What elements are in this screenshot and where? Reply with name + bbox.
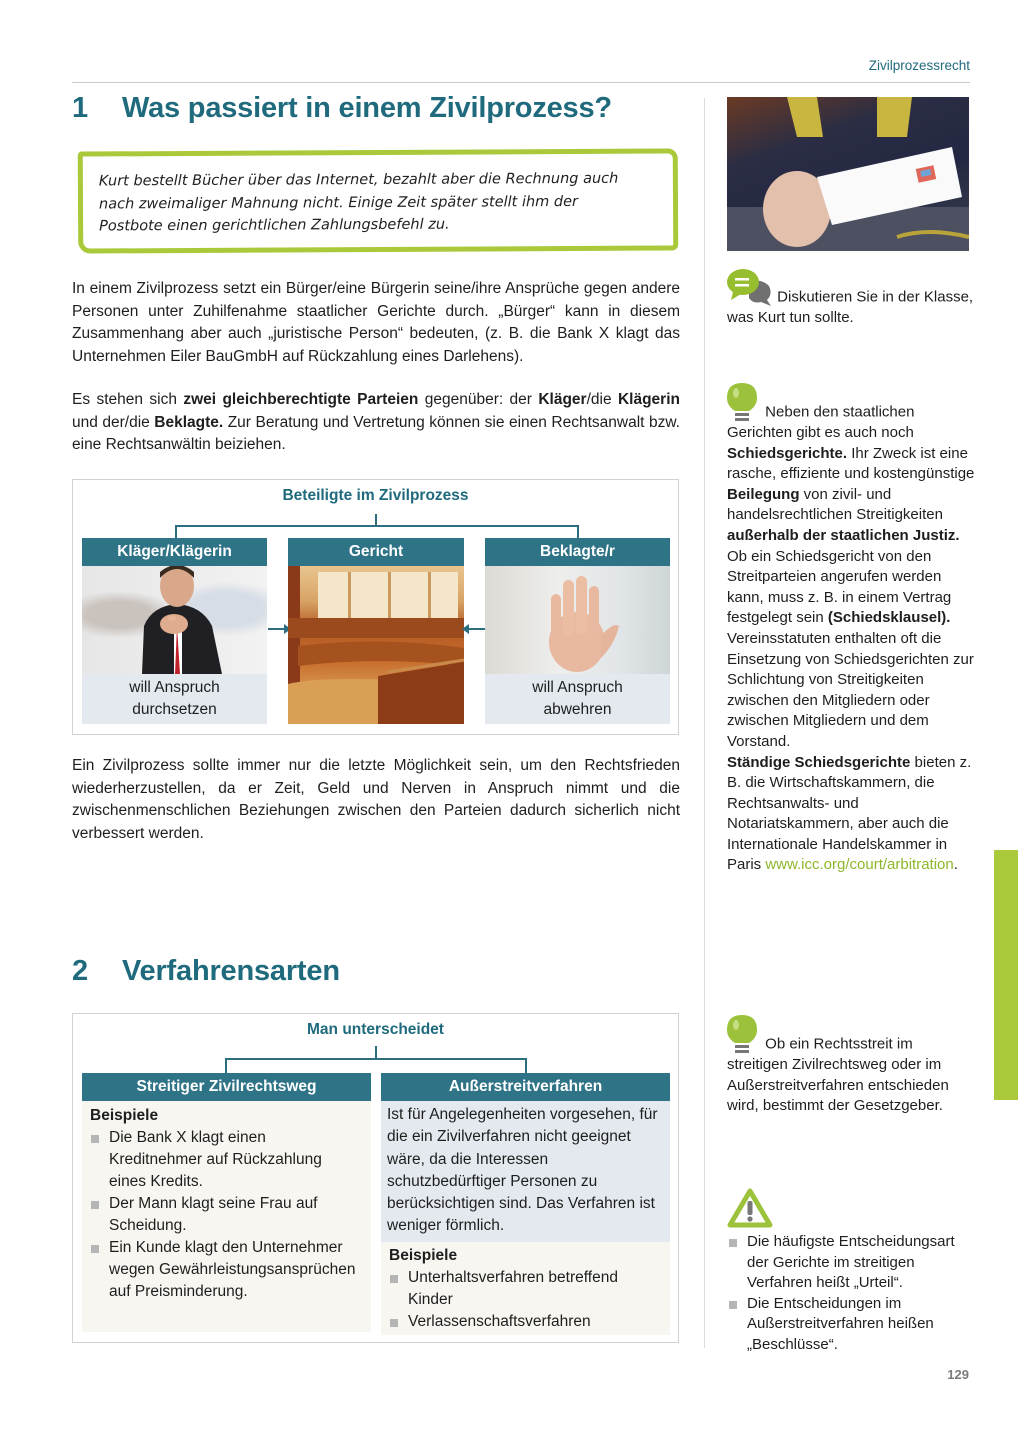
text-run: bieten z. B. die Wirtschaftskammern, die Rechtsanwalts- und Notariatskammern, aber auch die Internationale Handelskammer in Paris [727,753,972,874]
legislator-note [727,1015,977,1117]
examples-heading: Beispiele [389,1246,458,1264]
participants-diagram [72,479,679,735]
party-court [288,538,464,724]
diagram-title: Beteiligte im Zivilprozess [282,487,469,504]
lightbulb-icon [727,1015,761,1055]
intro-paragraph: In einem Zivilprozess setzt ein Bürger/eine Bürgerin seine/ihre Ansprüche gegen andere Personen unter Zuhilfenahme staatlicher Gerichte durch. „Bürger“ kann in diesem Zusammenhang aber auch „juristische Person“ bedeuten, (z. B. die Bank X klagt das Unternehmen Eiler BauGmbH auf Rückzahlung eines Darlehens). [72,280,680,365]
bold-term: außerhalb der staatlichen Justiz. [727,526,960,544]
procedure-contentious [82,1073,371,1335]
bold-term: Ständige Schiedsgerichte [727,753,911,771]
section-title: Verfahrensarten [122,955,340,987]
section-number: 1 [72,92,88,124]
text-run: Ihr Zweck ist eine rasche, effiziente und kostengünstige [727,444,975,483]
list-item: Ein Kunde klagt den Unternehmer wegen Gewährleistungsansprüchen auf Preisminderung. [90,1237,363,1303]
section-number: 2 [72,955,88,987]
warning-triangle-icon [727,1188,773,1228]
connector-line [577,525,579,538]
text-run: Zur Beratung und Vertretung können sie einen Rechtsanwalt bzw. eine Rechtsanwältin beiziehen. [72,413,680,453]
speech-bubbles-icon [727,268,773,308]
examples-list [90,1127,363,1303]
list-item: Die Bank X klagt einen Kreditnehmer auf Rückzahlung eines Kredits. [90,1127,363,1193]
section-2-heading [72,955,340,988]
bold-term: Beilegung [727,485,800,503]
stop-hand-photo [485,566,670,674]
man-pointing-illustration [82,566,267,674]
party-plaintiff [82,538,267,724]
postman-illustration [727,97,969,251]
case-study-text: Kurt bestellt Bücher über das Internet, bezahlt aber die Rechnung auch nach zweimaliger Mahnung nicht. Einige Zeit später stellt ihm der Postbote einen gerichtlichen Zahlungsbefehl zu. [98,170,619,235]
procedure-non-contentious [381,1073,670,1335]
arrow-right-icon [268,628,288,630]
section-1-heading [72,92,612,125]
party-label: Kläger/Klägerin [82,538,267,566]
arrow-left-icon [465,628,485,630]
caption-line: will Anspruch [129,679,220,696]
list-item: Unterhaltsverfahren betreffend Kinder [389,1267,662,1311]
text-run: gegenüber: der [418,391,539,408]
caption-line: will Anspruch [532,679,623,696]
procedure-label: Streitiger Zivilrechtsweg [82,1073,371,1101]
bold-term: Klägerin [617,391,680,408]
text-run: . [953,856,958,874]
last-resort-paragraph: Ein Zivilprozess sollte immer nur die letzte Möglichkeit sein, um den Rechtsfrieden wiederherzustellen, da er Zeit, Geld und Nerven in Anspruch nimmt und die zwischenmenschlichen Beziehungen zwischen den Parteien dadurch sicherlich nicht verbessert werden. [72,757,680,842]
legislator-text: Ob ein Rechtsstreit im streitigen Zivilrechtsweg oder im Außerstreitverfahren entschieden wird, bestimmt der Gesetzgeber. [727,1035,949,1115]
procedure-description: Ist für Angelegenheiten vorgesehen, für die ein Zivilverfahren nicht geeignet wäre, da die Interessen schutzbedürftiger Personen zu berücksichtigen sind. Das Verfahren ist weniger förmlich. [381,1101,670,1242]
text-run: /die [586,391,618,408]
connector-line [175,525,177,538]
bold-term: zwei gleichberechtigte Parteien [183,391,419,408]
running-title: Zivilprozessrecht [868,58,970,73]
connector-line [225,1058,527,1060]
postman-envelope-photo [727,97,969,251]
courtroom-photo [288,566,464,724]
text-run: Vereinsstatuten enthalten oft die Einsetzung von Schiedsgerichten zur Schlichtung von Streitigkeiten zwischen den Mitgliedern oder zwischen Mitgliedern und dem Vorstand. [727,629,974,750]
party-defendant [485,538,670,724]
lightbulb-icon [727,383,761,423]
connector-line [175,525,577,527]
case-study-box [78,148,679,253]
examples-heading: Beispiele [90,1107,159,1124]
icc-arbitration-link[interactable]: www.icc.org/court/arbitration [765,856,954,874]
warning-list [727,1232,977,1356]
warning-note [727,1188,977,1356]
bold-term: Schiedsgerichte. [727,444,848,462]
arbitration-note [727,383,977,876]
bold-term: (Schiedsklausel). [827,609,951,627]
man-pointing-photo [82,566,267,674]
procedure-label: Außerstreitverfahren [381,1073,670,1101]
parties-paragraph [72,389,680,457]
text-run: von zivil- und handelsrechtlichen Streitigkeiten [727,485,943,524]
discussion-text: Diskutieren Sie in der Klasse, was Kurt tun sollte. [727,288,974,326]
text-run: und der/die [72,413,155,431]
stop-hand-illustration [485,566,670,674]
courtroom-illustration [288,566,464,724]
discussion-prompt [727,268,977,329]
text-run: Neben den staatlichen Gerichten gibt es auch noch [727,403,915,441]
caption-line: abwehren [543,701,612,718]
examples-list [389,1267,662,1333]
list-item: Die häufigste Entscheidungsart der Gerichte im streitigen Verfahren heißt „Urteil“. [727,1232,977,1294]
party-caption [82,674,267,724]
procedure-types-diagram [72,1013,679,1343]
party-caption [485,674,670,724]
procedure-examples [82,1101,371,1332]
caption-line: durchsetzen [132,701,217,718]
text-run: Ob ein Schiedsgericht von den Streitparteien angerufen werden kann, muss z. B. in einem Vertrag festgelegt sein [727,547,952,627]
party-label: Beklagte/r [485,538,670,566]
bold-term: Kläger [538,391,587,408]
procedure-examples [381,1242,670,1335]
column-divider [704,98,705,1348]
list-item: Die Entscheidungen im Außerstreitverfahren heißen „Beschlüsse“. [727,1294,977,1356]
list-item: Verlassenschaftsverfahren [389,1311,662,1333]
connector-line [525,1058,527,1073]
text-run: Es stehen sich [72,391,184,408]
page-number: 129 [947,1367,969,1382]
bold-term: Beklagte. [154,413,224,431]
section-title: Was passiert in einem Zivilprozess? [122,92,612,124]
diagram-title: Man unterscheidet [307,1021,444,1038]
chapter-thumb-tab [994,850,1018,1100]
party-label: Gericht [288,538,464,566]
header-rule [72,82,970,83]
list-item: Der Mann klagt seine Frau auf Scheidung. [90,1193,363,1237]
connector-line [225,1058,227,1073]
